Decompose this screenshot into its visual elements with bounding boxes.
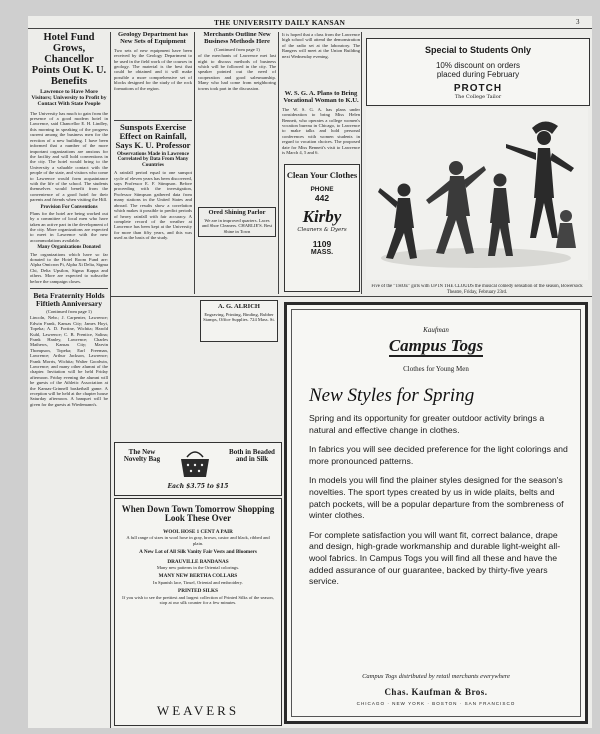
weavers-sec-1: WOOL HOSE 1 CENT A PAIR — [163, 528, 233, 535]
masthead-title: THE UNIVERSITY DAILY KANSAN — [214, 18, 346, 27]
article-merchants-body: of the merchants of Lawrence met last night to discuss methods of business which will be followed in the city. The speaker pointed out the need of cooperation and good salesmanship. Many who had come from neighboring towns took part in the discussion. — [198, 53, 276, 91]
campus-togs-brand: Campus Togs — [388, 336, 484, 355]
column-rule — [361, 32, 362, 294]
column-rule — [194, 32, 195, 294]
ad-dancers — [366, 108, 588, 294]
kaufman-cities: CHICAGO · NEW YORK · BOSTON · SAN FRANCISCO — [356, 701, 516, 706]
weavers-sec-2: A New Lot of All Silk Vanity Fair Vests and Bloomers — [139, 549, 257, 556]
article-hotel-body-2: Plans for the hotel are being worked out by a committee of local men who have taken an active part in the development of the city. More organizations are expected to meet in Lawrence with the new accommodations available. — [30, 210, 108, 243]
masthead — [28, 18, 592, 28]
weavers-sec-3-body: Many new patterns in the Oriental colorings. — [156, 565, 240, 571]
kaufman-maker: Chas. Kaufman & Bros. — [384, 687, 488, 697]
headline-hotel-fund: Hotel Fund Grows, Chancellor Points Out K. U. Benefits — [31, 32, 107, 88]
ad-weavers — [114, 498, 282, 726]
article-sunspots-body: A rainfall period equal to one sunspot cycle of eleven years has been discovered, says Professor E. F. Stimpson. Before proceeding with the investigation, Professor Stimpson gathered data from many stations in the United States and abroad. The results show a correlation which makes it possible to predict periods of heavy rainfall with fair accuracy. A complete record of the weather at Lawrence has been kept at the University for more than fifty years, and this was used as the basis of the study. — [114, 170, 192, 241]
protch-brand: PROTCH — [453, 83, 503, 94]
weavers-sec-5-body: If you wish to see the prettiest and largest collection of Printed Silks of the season, stop at our silk counter for a few minutes. — [122, 594, 274, 606]
article-beta-body: Lincoln, Nebr.; J. Carpenter, Lawrence; Edwin Frank, Kansas City; James Hoyt, Topeka; A. D. Fortine, Wichita; Harold Kuhl, Lawrence; C. B. Prentice, Salina; Frank Hanley, Lawrence; Charles Mathews, Kansas City; Marvin Thompson, Topeka; Earl Freeman, Lawrence; Arthur Jackson, Lawrence; Frank Morris, Wichita; Walter Goodwin, Lawrence; and many other alumni of the chapter. Invitation will be held Friday afternoon. Friday evening the alumni will be guests of the Athletic Association at the Kansas-Grinnell basketball game. A reception will be held at the chapter house Saturday afternoon. A banquet will be given for the guests at Wiedemann's. — [30, 315, 108, 407]
newspaper-sheet — [28, 16, 592, 728]
headline-wsga: W. S. G. A. Plans to Bring Vocational Woman to K.U. — [283, 90, 359, 104]
weavers-sec-5: PRINTED SILKS — [178, 588, 218, 595]
kaufman-text: Kaufman — [423, 326, 449, 334]
handbag-icon — [177, 447, 213, 479]
continued-note: (Continued from page 1) — [46, 308, 92, 314]
section-head-organizations: Many Organizations Donated — [37, 245, 101, 251]
page-number: 3 — [576, 18, 580, 26]
weavers-sec-3: DRAUVILLE BANDANAS — [167, 558, 229, 565]
campus-togs-logo — [287, 317, 585, 375]
kirby-address: 1109 — [312, 238, 332, 249]
campus-footer-note: Campus Togs distributed by retail merchants everywhere — [362, 673, 510, 680]
subhead-hotel: Lawrence to Have More Visitors; University to Profit by Contact With State People — [31, 89, 107, 107]
section-rule — [110, 296, 592, 297]
campus-p3: In models you will find the plainer styles designed for the season's novelties. The sport types created by us in wide plaits, belts and patch pockets, will be a popular departure from the sombreness of winter clothes. — [309, 475, 564, 521]
subhead-sunspots: Observations Made in Lawrence Correlated by Data From Many Countries — [116, 150, 190, 168]
headline-geology: Geology Department has New Sets of Equipment — [118, 32, 188, 45]
campus-p2: In fabrics you will see decided preference for the light colorings and more pronounced patterns. — [309, 444, 568, 466]
dancers-illustration — [366, 108, 588, 280]
article-col4-top: It is hoped that a class from the Lawrence high school will attend the demonstration of the radio set at the laboratory. The Rangers will meet at the Union Building next Wednesday evening. — [282, 32, 360, 59]
bag-right-text: Both in Beaded and in Silk — [229, 448, 275, 464]
headline-beta-fraternity: Beta Fraternity Holds Fiftieth Anniversary — [33, 290, 105, 308]
kirby-brand: Kirby — [302, 206, 342, 226]
weavers-headline: When Down Town Tomorrow Shopping Look These Over — [121, 504, 275, 524]
continued-note-merchants: (Continued from page 1) — [214, 46, 260, 52]
campus-p4: For complete satisfaction you will want fit, correct balance, drape and design, high-grade workmanship and durable light-weight all-wool fabrics. In Campus Togs you will find all these and have the added assurance of our guarantee, backed by thirty-five years service. — [309, 529, 561, 587]
campus-headline: New Styles for Spring — [309, 385, 475, 406]
ad-campus-togs — [284, 302, 588, 724]
ad-alrich — [200, 300, 278, 342]
shoe-parlor-title: Ored Shining Parlor — [208, 209, 266, 217]
alrich-body: Engraving, Printing, Binding, Rubber Stamps, Office Supplies. 724 Mass. St. — [203, 311, 275, 323]
campus-togs-sub: Clothes for Young Men — [403, 365, 469, 373]
kirby-phone-label: PHONE — [310, 185, 334, 193]
alrich-name: A. G. ALRICH — [218, 303, 260, 310]
weavers-footer: WEAVERS — [156, 703, 240, 718]
weavers-sec-4: MANY NEW BERTHA COLLARS — [158, 573, 238, 580]
ad-shoe-parlor — [198, 207, 276, 237]
article-wsga-body: The W. S. G. A. has plans under consideration to bring Miss Helen Bennett, who operates a college women's vocation bureau in Chicago, to Lawrence to make talks and hold personal conferences with women students in regard to vocation choices. The proposed date for Miss Bennett's visit to Lawrence is March 4, 5 and 6. — [282, 106, 360, 156]
ad-kirby-cleaners — [284, 164, 360, 292]
section-head-conventions: Provision For Conventions — [40, 204, 98, 210]
students-title: Special to Students Only — [424, 45, 532, 55]
bag-price: Each $3.75 to $15 — [167, 483, 229, 490]
column-3 — [198, 32, 276, 294]
protch-tag: The College Tailor — [454, 94, 502, 100]
ad-novelty-bag — [114, 442, 282, 496]
headline-sunspots: Sunspots Exercise Effect on Rainfall, Says K. U. Professor — [115, 121, 191, 150]
column-1 — [30, 32, 108, 726]
article-hotel-body: The University has much to gain from the presence of a good modern hotel in Lawrence, said Chancellor E. H. Lindley, this morning in speaking of the progress current among the business men for the erection of a new building. I have been informed that a number of the more important organizations are anxious for the facility and will hold conventions in the city. The hotel would bring to the University a valuable contact with the people of the state, and visitors who come to Lawrence would form acquaintance with the life of the school. The students themselves would benefit from the convenience of a good hotel for their parents and friends when visiting the Hill. — [30, 110, 108, 203]
column-2 — [114, 32, 192, 294]
kirby-street: MASS. — [310, 248, 334, 256]
weavers-sec-4-body: In Spanish lace, Tinsel, Oriental and embroidery. — [153, 579, 243, 585]
students-line-1: 10% discount on orders — [435, 61, 521, 70]
bag-title: The New Novelty Bag — [123, 448, 161, 464]
students-line-2: placed during February — [436, 70, 520, 79]
headline-merchants: Merchants Outline New Business Methods Here — [203, 32, 271, 45]
column-rule — [278, 32, 279, 294]
campus-p1: Spring and its opportunity for greater outdoor activity brings a natural and effective change in clothes. — [309, 413, 545, 435]
dancers-caption: Five of the "THOE" girls with UP IN THE CLOUDS the musical comedy sensation of the season, Bowersock Theatre, Friday, February 23rd. — [371, 284, 583, 295]
kirby-sub: Cleaners & Dyers — [297, 226, 347, 233]
ad-special-students — [366, 38, 590, 106]
weavers-sec-1-body: A full range of sizes in wool hose in gray, brown, castor and black, ribbed and plain. — [126, 535, 270, 546]
masthead-rule — [28, 28, 592, 29]
kirby-headline: Clean Your Clothes — [286, 170, 358, 180]
campus-body — [309, 413, 571, 596]
article-hotel-body-3: The organizations which have so far donated to the Hotel Room Fund are: Alpha Omicron Pi, Alpha Xi Delta, Sigma Chi, Delta Upsilon, Sigma Kappa and others. More are expected to subscribe before the campaign closes. — [30, 251, 108, 284]
shoe-parlor-body: We are in improved quarters. Laces and Shoe Cleaners. CHARLIE'S. Best Shine in Town — [201, 218, 273, 234]
column-rule — [110, 32, 111, 728]
kirby-phone: 442 — [314, 192, 330, 203]
article-geology-body: Two sets of new equipment have been received by the Geology Department to be used in the field work of the courses in geology. The material is the best that could be obtained and it will make possible a more comprehensive set of blocks designed for the study of the rock formations of the region. — [114, 47, 192, 91]
